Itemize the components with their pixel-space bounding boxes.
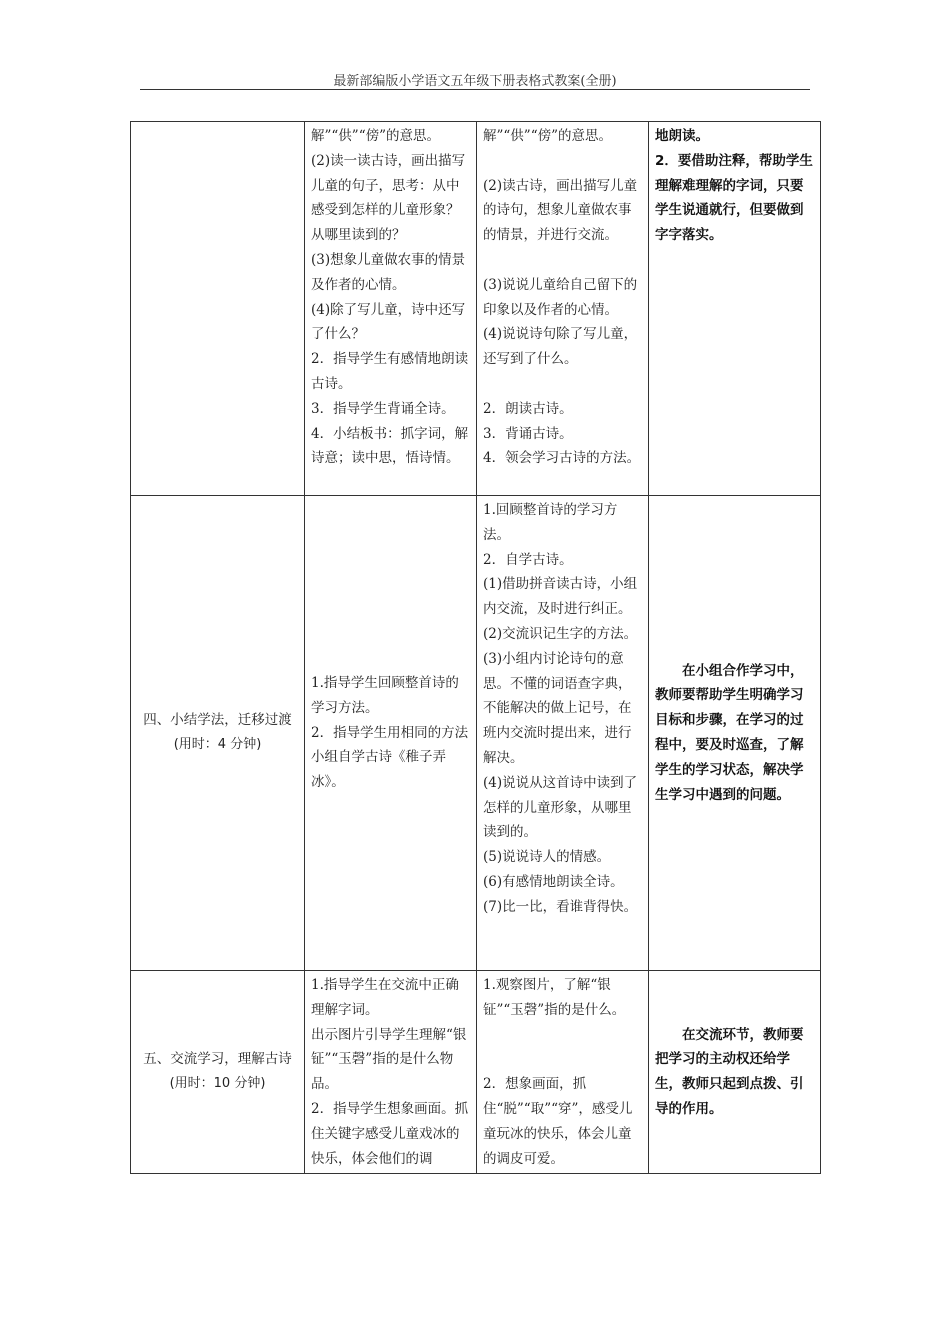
text-line: 2．指导学生有感情地朗读古诗。 — [311, 351, 469, 392]
table-row — [131, 496, 821, 971]
student-activity-cell — [477, 496, 649, 971]
spacer — [483, 149, 642, 174]
spacer — [483, 372, 642, 397]
text-line: (3)小组内讨论诗句的意思。不懂的词语查字典，不能解决的做上记号，在班内交流时提出来，进行解决。 — [483, 650, 632, 766]
text-line: 4．小结板书：抓字词，解诗意；读中思，悟诗情。 — [311, 425, 469, 467]
text-line: 在小组合作学习中，教师要帮助学生明确学习目标和步骤，在学习的过程中，要及时巡查，了解学生的学习状态，解决学生学习中遇到的问题。 — [655, 662, 804, 803]
stage-cell — [131, 122, 305, 496]
text-line: 4．领会学习古诗的方法。 — [483, 450, 641, 467]
text-line: (1)借助拼音读古诗，小组内交流，及时进行纠正。 — [483, 576, 638, 618]
stage-title: 四、小结学法，迁移过渡 — [143, 712, 292, 729]
design-intent-cell — [649, 122, 821, 496]
text-line: (3)说说儿童给自己留下的印象以及作者的心情。 — [483, 276, 638, 318]
stage-duration: (用时：10 分钟) — [169, 1076, 266, 1092]
table-row — [131, 971, 821, 1174]
spacer — [483, 1047, 642, 1072]
text-line: 1.指导学生在交流中正确理解字词。 — [311, 977, 459, 1018]
spacer — [483, 1023, 642, 1048]
text-line: 3．指导学生背诵全诗。 — [311, 400, 455, 417]
text-line: (3)想象儿童做农事的情景及作者的心情。 — [311, 251, 466, 293]
text-line: 2．自学古诗。 — [483, 551, 573, 568]
student-activity-cell — [477, 122, 649, 496]
teacher-activity-cell — [305, 971, 477, 1174]
text-line: 1.观察图片，了解“银钲”“玉磬”指的是什么。 — [483, 977, 626, 1018]
text-line: (7)比一比，看谁背得快。 — [483, 898, 638, 915]
text-line: (4)除了写儿童，诗中还写了什么？ — [311, 301, 466, 343]
design-intent-cell — [649, 496, 821, 971]
page-header: 最新部编版小学语文五年级下册表格式教案(全册) — [333, 74, 617, 89]
text-line: 在交流环节，教师要把学习的主动权还给学生，教师只起到点拨、引导的作用。 — [655, 1026, 804, 1117]
text-line: 2．指导学生用相同的方法小组自学古诗《稚子弄冰》。 — [311, 724, 469, 791]
design-intent-cell — [649, 971, 821, 1174]
text-line: (2)读古诗，画出描写儿童的诗句，想象儿童做农事的情景，并进行交流。 — [483, 177, 638, 244]
text-line: (6)有感情地朗读全诗。 — [483, 873, 624, 890]
lesson-plan-table — [130, 121, 821, 1174]
text-line: (2)交流识记生字的方法。 — [483, 625, 638, 642]
text-line: 3．背诵古诗。 — [483, 425, 573, 442]
header-rule — [140, 89, 810, 90]
text-line: (5)说说诗人的情感。 — [483, 849, 611, 866]
stage-duration: (用时：4 分钟) — [173, 737, 262, 752]
teacher-activity-cell — [305, 496, 477, 971]
text-line: 解”“供”“傍”的意思。 — [311, 128, 441, 144]
text-line: 2．朗读古诗。 — [483, 400, 573, 417]
stage-cell — [131, 971, 305, 1174]
text-line: (4)说说从这首诗中读到了怎样的儿童形象，从哪里读到的。 — [483, 774, 638, 841]
student-activity-cell — [477, 971, 649, 1174]
spacer — [483, 248, 642, 273]
text-line: 1.回顾整首诗的学习方法。 — [483, 502, 618, 543]
text-line: 2．想象画面，抓住“脱”“取”“穿”，感受儿童玩冰的快乐，体会儿童的调皮可爱。 — [483, 1076, 633, 1167]
text-line: 2．指导学生想象画面。抓住关键字感受儿童戏冰的快乐，体会他们的调 — [311, 1100, 469, 1167]
text-line: 解”“供”“傍”的意思。 — [483, 128, 613, 144]
table-row — [131, 122, 821, 496]
stage-cell — [131, 496, 305, 971]
text-line: 地朗读。 — [655, 128, 709, 144]
text-line: 出示图片引导学生理解“银钲”“玉磬”指的是什么物品。 — [311, 1026, 467, 1093]
text-line: (4)说说诗句除了写儿童，还写到了什么。 — [483, 326, 638, 368]
text-line: 2．要借助注释，帮助学生理解难理解的字词，只要学生说通就行，但要做到字字落实。 — [655, 152, 813, 244]
teacher-activity-cell — [305, 122, 477, 496]
text-line: (2)读一读古诗，画出描写儿童的句子，思考：从中感受到怎样的儿童形象？从哪里读到的？ — [311, 152, 466, 244]
text-line: 1.指导学生回顾整首诗的学习方法。 — [311, 675, 459, 716]
stage-title: 五、交流学习，理解古诗 — [143, 1051, 292, 1068]
